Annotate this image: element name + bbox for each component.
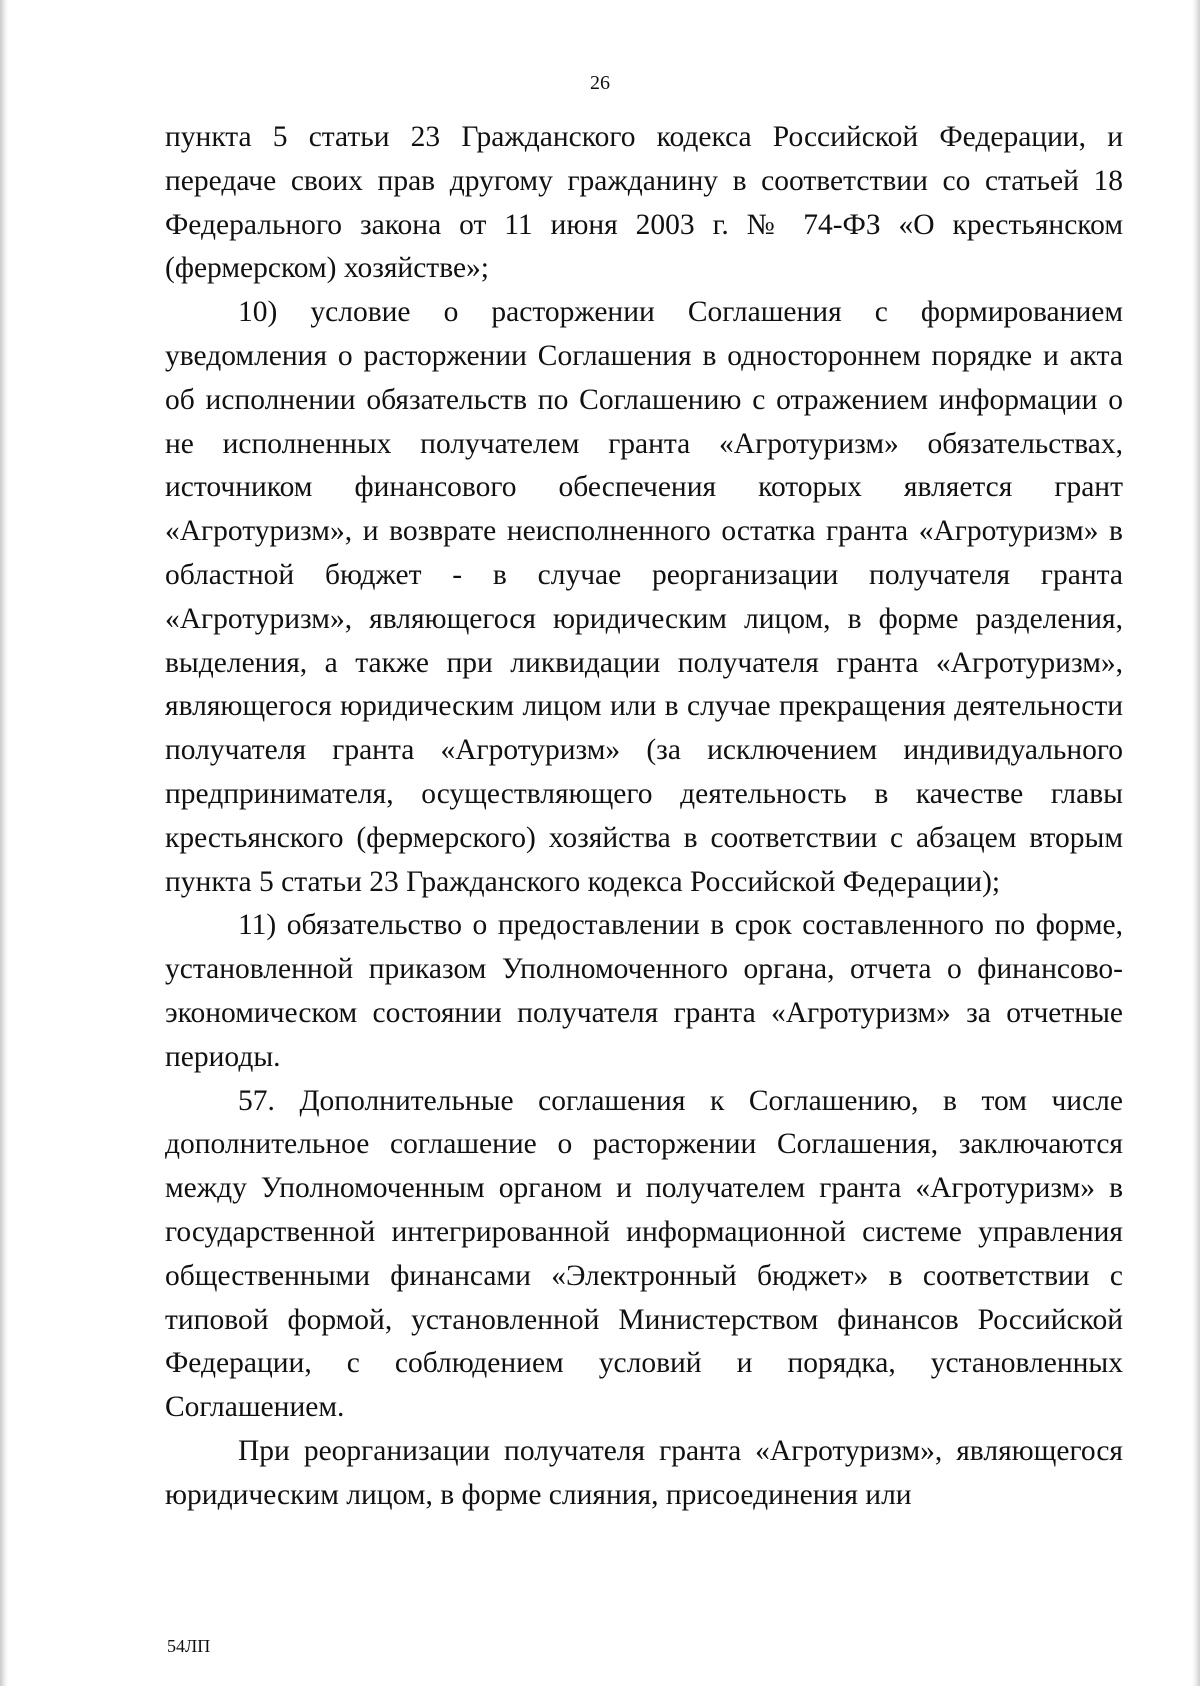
document-body [165, 116, 1123, 1518]
paragraph-clause-57: 57. Дополнительные соглашения к Соглашению, в том числе дополнительное соглашение о расторжении Соглашения, заключаются между Уполномоченным органом и получателем гранта «Агротуризм» в государственной интегрированной информационной системе управления общественными финансами «Электронный бюджет» в соответствии с типовой формой, установленной Министерством финансов Российской Федерации, с соблюдением условий и порядка, установленных Соглашением. [165, 1084, 1123, 1424]
scan-edge-right [1192, 0, 1200, 1686]
page-number: 26 [590, 72, 610, 94]
document-footer-code: 54ЛП [167, 1636, 211, 1656]
paragraph-continuation: пункта 5 статьи 23 Гражданского кодекса Российской Федерации, и передаче своих прав другому гражданину в соответствии со статьей 18 Федерального закона от 11 июня 2003 г. № 74-ФЗ «О крестьянском (фермерском) хозяйстве»; [165, 121, 1123, 285]
paragraph-item-11: 11) обязательство о предоставлении в срок составленного по форме, установленной приказом Уполномоченного органа, отчета о финансово-экономическом состоянии получателя гранта «Агротуризм» за отчетные периоды. [165, 909, 1123, 1073]
scan-edge-left [0, 0, 8, 1686]
paragraph-reorganization: При реорганизации получателя гранта «Агротуризм», являющегося юридическим лицом, в форме слияния, присоединения или [165, 1434, 1123, 1511]
paragraph-item-10: 10) условие о расторжении Соглашения с формированием уведомления о расторжении Соглашения в одностороннем порядке и акта об исполнении обязательств по Соглашению с отражением информации о не исполненных получателем гранта «Агротуризм» обязательствах, источником финансового обеспечения которых является грант «Агротуризм», и возврате неисполненного остатка гранта «Агротуризм» в областной бюджет - в случае реорганизации получателя гранта «Агротуризм», являющегося юридическим лицом, в форме разделения, выделения, а также при ликвидации получателя гранта «Агротуризм», являющегося юридическим лицом или в случае прекращения деятельности получателя гранта «Агротуризм» (за исключением индивидуального предпринимателя, осуществляющего деятельность в качестве главы крестьянского (фермерского) хозяйства в соответствии с абзацем вторым пункта 5 статьи 23 Гражданского кодекса Российской Федерации); [165, 296, 1123, 898]
